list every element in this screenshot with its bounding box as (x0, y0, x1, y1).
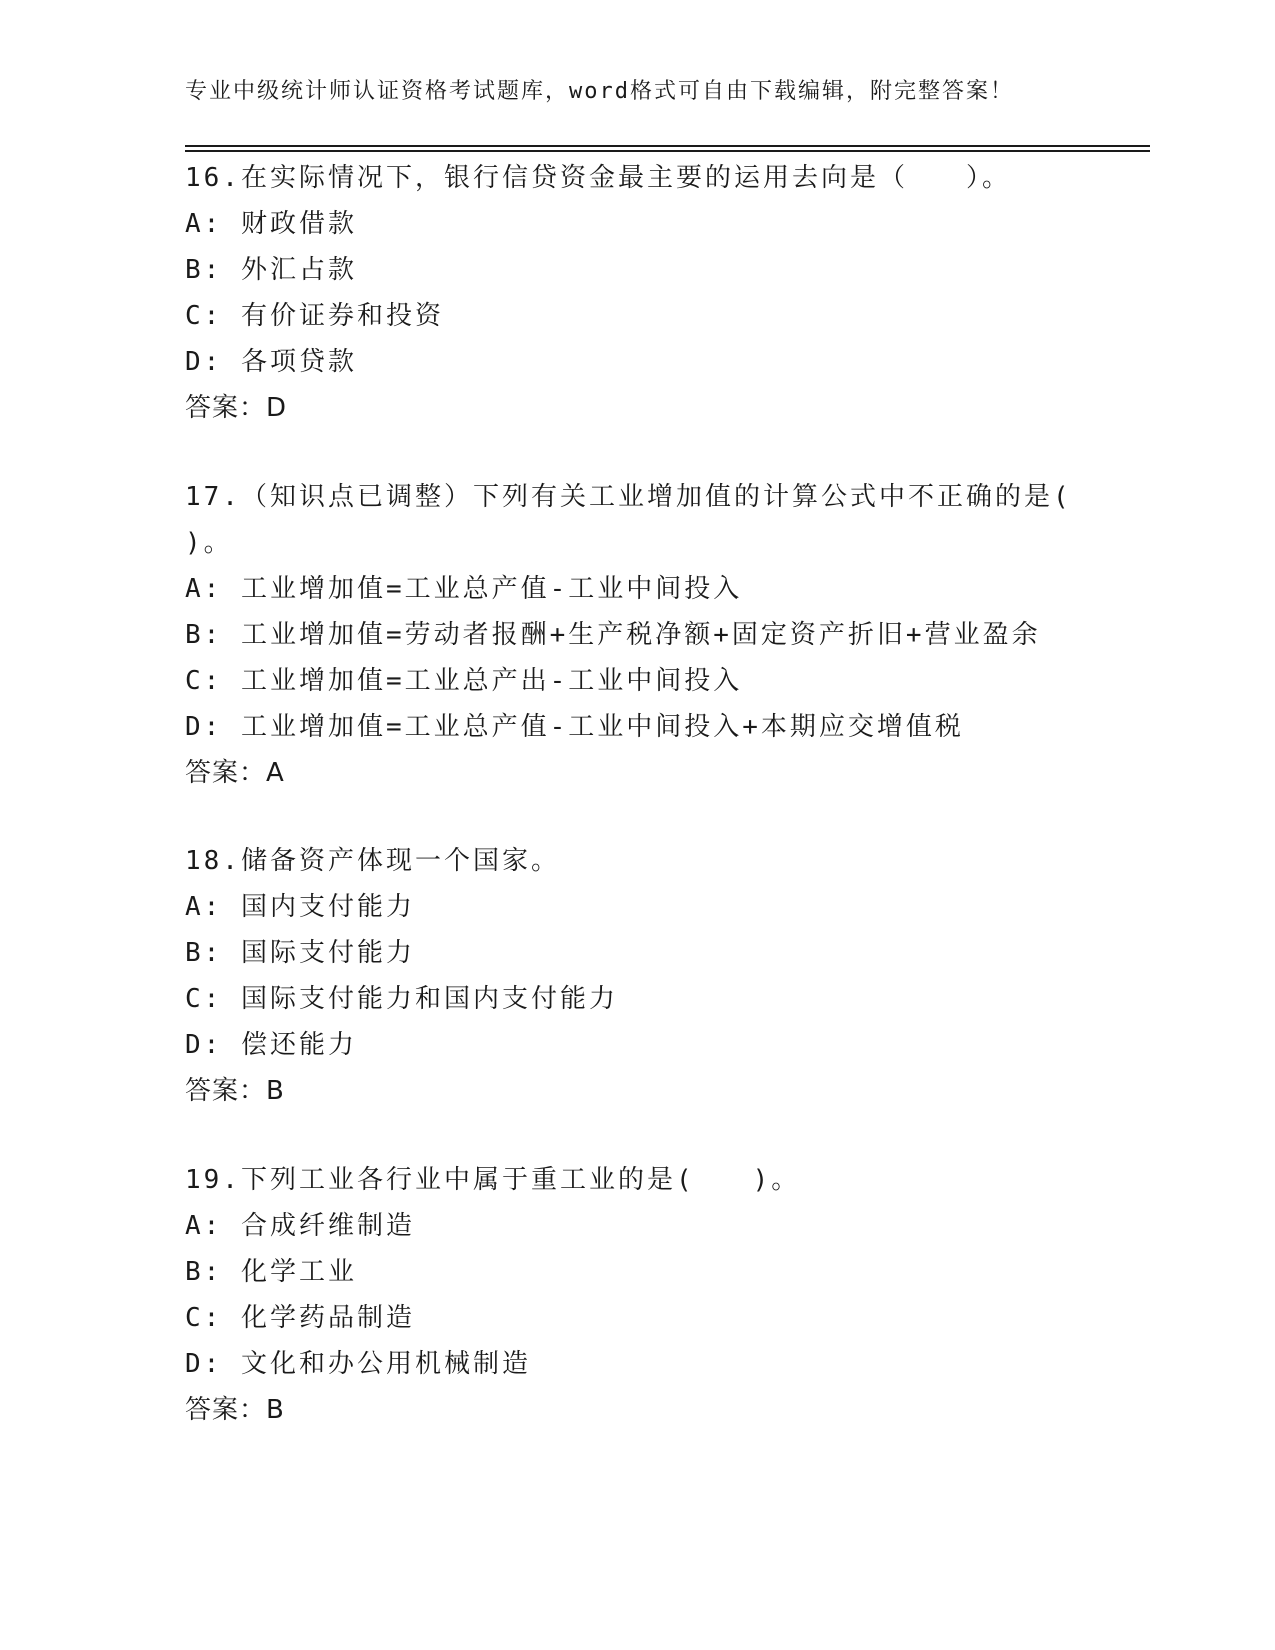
question-stem: 16.在实际情况下，银行信贷资金最主要的运用去向是（ ）。 (185, 163, 1011, 193)
header-rule-bottom (185, 150, 1150, 152)
option-c: C: 工业增加值=工业总产出-工业中间投入 (185, 666, 743, 696)
option-d: D: 各项贷款 (185, 347, 357, 377)
option-d: D: 偿还能力 (185, 1030, 357, 1060)
question-stem: 17.（知识点已调整）下列有关工业增加值的计算公式中不正确的是( (185, 482, 1072, 512)
option-a: A: 财政借款 (185, 209, 357, 239)
option-b: B: 外汇占款 (185, 255, 357, 285)
option-b: B: 化学工业 (185, 1257, 357, 1287)
question-19 (185, 1157, 1105, 1433)
option-d: D: 工业增加值=工业总产值-工业中间投入+本期应交增值税 (185, 712, 964, 742)
option-a: A: 工业增加值=工业总产值-工业中间投入 (185, 574, 743, 604)
question-18 (185, 838, 1105, 1114)
option-a: A: 合成纤维制造 (185, 1211, 415, 1241)
answer-line: 答案：B (185, 1395, 285, 1425)
question-16 (185, 155, 1105, 431)
answer-line: 答案：B (185, 1076, 285, 1106)
header-rule-top (185, 145, 1150, 147)
option-a: A: 国内支付能力 (185, 892, 415, 922)
option-c: C: 国际支付能力和国内支付能力 (185, 984, 618, 1014)
option-b: B: 工业增加值=劳动者报酬+生产税净额+固定资产折旧+营业盈余 (185, 620, 1041, 650)
question-stem: 18.储备资产体现一个国家。 (185, 846, 560, 876)
option-c: C: 有价证券和投资 (185, 301, 444, 331)
question-17 (185, 474, 1105, 796)
question-stem: 19.下列工业各行业中属于重工业的是( )。 (185, 1165, 801, 1195)
option-c: C: 化学药品制造 (185, 1303, 415, 1333)
answer-line: 答案：D (185, 393, 288, 423)
question-stem-continuation: )。 (185, 528, 233, 558)
answer-line: 答案：A (185, 758, 285, 788)
page-header: 专业中级统计师认证资格考试题库，word格式可自由下载编辑，附完整答案！ (185, 79, 1014, 104)
option-d: D: 文化和办公用机械制造 (185, 1349, 531, 1379)
option-b: B: 国际支付能力 (185, 938, 415, 968)
